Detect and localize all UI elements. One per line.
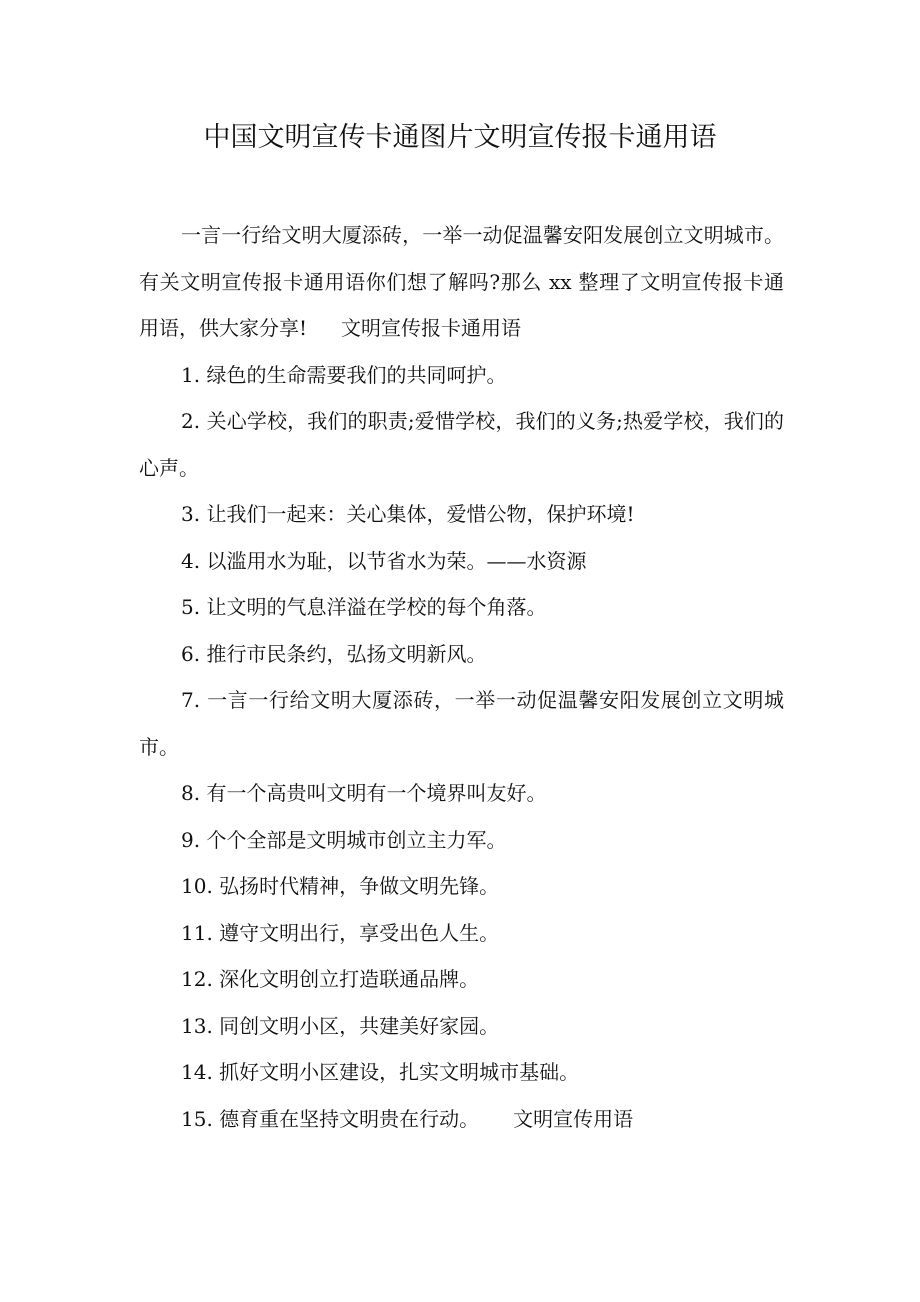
intro-heading: 文明宣传报卡通用语 (341, 316, 522, 340)
list-item: 5. 让文明的气息洋溢在学校的每个角落。 (181, 595, 547, 619)
list-item: 6. 推行市民条约，弘扬文明新风。 (181, 641, 487, 666)
list-item: 3. 让我们一起来：关心集体，爱惜公物，保护环境! (181, 502, 635, 526)
closing-heading: 文明宣传用语 (513, 1106, 634, 1131)
list-item: 13. 同创文明小区，共建美好家园。 (181, 1013, 500, 1038)
list-item: 12. 深化文明创立打造联通品牌。 (181, 967, 480, 991)
list-item: 11. 遵守文明出行，享受出色人生。 (181, 920, 500, 945)
list-item: 10. 弘扬时代精神，争做文明先锋。 (181, 874, 500, 898)
list-item: 2. 关心学校，我们的职责;爱惜学校，我们的义务;热爱学校，我们的心声。 (139, 409, 784, 480)
list-item: 7. 一言一行给文明大厦添砖，一举一动促温馨安阳发展创立文明城市。 (139, 688, 784, 759)
document-body (139, 212, 784, 1142)
list-item-text: 15. 德育重在坚持文明贵在行动。 (181, 1106, 480, 1131)
list-item: 4. 以滥用水为耻，以节省水为荣。——水资源 (181, 548, 587, 573)
list-item-last (139, 1096, 784, 1143)
list-item: 14. 抓好文明小区建设，扎实文明城市基础。 (181, 1060, 580, 1084)
list-item: 9. 个个全部是文明城市创立主力军。 (181, 827, 507, 852)
list-item: 8. 有一个高贵叫文明有一个境界叫友好。 (181, 781, 547, 805)
intro-paragraph (139, 212, 784, 352)
list-item: 1. 绿色的生命需要我们的共同呵护。 (181, 362, 507, 387)
document-title: 中国文明宣传卡通图片文明宣传报卡通用语 (203, 122, 717, 153)
intro-text: 一言一行给文明大厦添砖，一举一动促温馨安阳发展创立文明城市。有关文明宣传报卡通用语你们想了解吗?那么 xx 整理了文明宣传报卡通用语，供大家分享! (139, 223, 784, 340)
